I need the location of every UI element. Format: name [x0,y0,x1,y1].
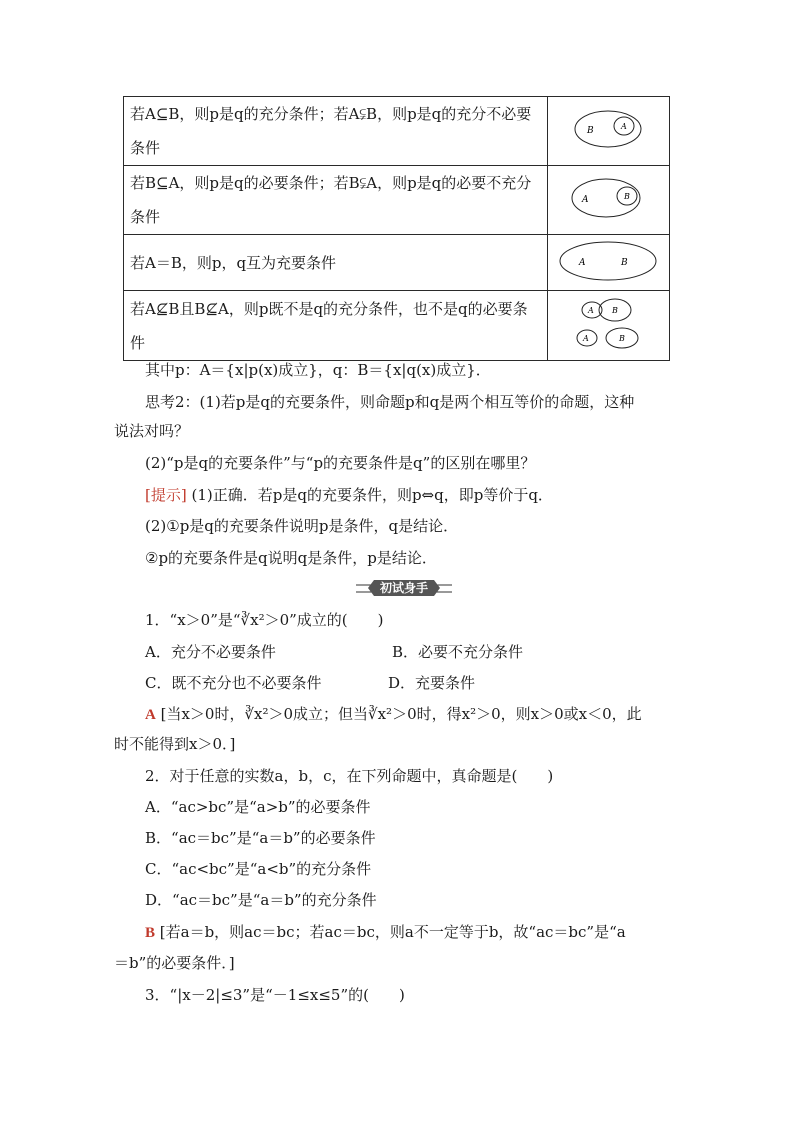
q1-option-c: C．既不充分也不必要条件 [145,674,322,692]
venn-diagram-a-in-b [547,97,669,166]
label-inner: B [624,192,631,201]
q2-option-d: D．“ac＝bc”是“a＝b”的充分条件 [145,891,377,909]
table-row-text-2: 若B⊆A，则p是q的必要条件；若B⫋A，则p是q的必要不充分条件 [124,166,548,235]
label-b: B [621,257,628,268]
q2-option-b: B．“ac＝bc”是“a＝b”的必要条件 [145,829,376,847]
think2-question-1-cont: 说法对吗？ [114,422,190,440]
q2-explanation: B [若a＝b，则ac＝bc；若ac＝bc，则a不一定等于b，故“ac＝bc”是“a [145,923,626,941]
think2-answer-1: [提示] (1)正确．若p是q的充要条件，则p⇔q，即p等价于q． [145,486,553,504]
q1-option-a: A．充分不必要条件 [145,643,276,661]
table-row-text-3: 若A＝B，则p，q互为充要条件 [124,235,548,291]
svg-text:B: B [612,305,619,315]
label-outer: A [582,195,589,205]
label-a: A [579,257,586,268]
think2-answer-2: (2)①p是q的充要条件说明p是条件，q是结论． [145,517,459,535]
q1-answer: A [145,707,156,723]
q1-option-b: B．必要不充分条件 [392,643,524,661]
q1-stem: 1．“x＞0”是“∛x²＞0”成立的( ) [145,611,384,629]
q2-stem: 2．对于任意的实数a，b，c，在下列命题中，真命题是( ) [145,767,554,785]
svg-text:B: B [619,333,626,343]
svg-text:A: A [583,333,590,343]
label-outer: B [587,126,594,136]
q3-stem: 3．“|x－2|≤3”是“－1≤x≤5”的( ) [145,986,405,1004]
hint-label: [提示] [145,486,187,504]
where-line: 其中p：A＝{x|p(x)成立}，q：B＝{x|q(x)成立}． [145,361,491,379]
q1-explanation: A [当x＞0时，∛x²＞0成立；但当∛x²＞0时，得x²＞0，则x＞0或x＜0，此 [145,705,642,723]
relation-table [123,96,670,361]
q2-option-a: A．“ac>bc”是“a>b”的必要条件 [145,798,371,816]
q2-option-c: C．“ac<bc”是“a<b”的充分条件 [145,860,372,878]
think2-question-1: 思考2：(1)若p是q的充要条件，则命题p和q是两个相互等价的命题，这种 [145,393,635,411]
q2-explanation-cont: ＝b”的必要条件．] [114,954,235,972]
think2-question-2: (2)“p是q的充要条件”与“p的充要条件是q”的区别在哪里？ [145,454,536,472]
q1-option-d: D．充要条件 [388,674,476,692]
venn-diagram-neither [547,291,669,361]
venn-diagram-b-in-a [547,166,669,235]
label-inner: A [621,122,628,131]
section-banner [356,579,452,597]
svg-text:A: A [588,305,595,315]
section-title: 初试身手 [379,581,428,595]
q1-explanation-cont: 时不能得到x＞0．] [114,735,236,753]
q2-answer: B [145,925,156,941]
table-row-text-4: 若A⊈B且B⊈A，则p既不是q的充分条件，也不是q的必要条件 [124,291,548,361]
think2-answer-3: ②p的充要条件是q说明q是条件，p是结论． [145,549,437,567]
table-row-text-1: 若A⊆B，则p是q的充分条件；若A⫋B，则p是q的充分不必要条件 [124,97,548,166]
venn-diagram-equal [547,235,669,291]
